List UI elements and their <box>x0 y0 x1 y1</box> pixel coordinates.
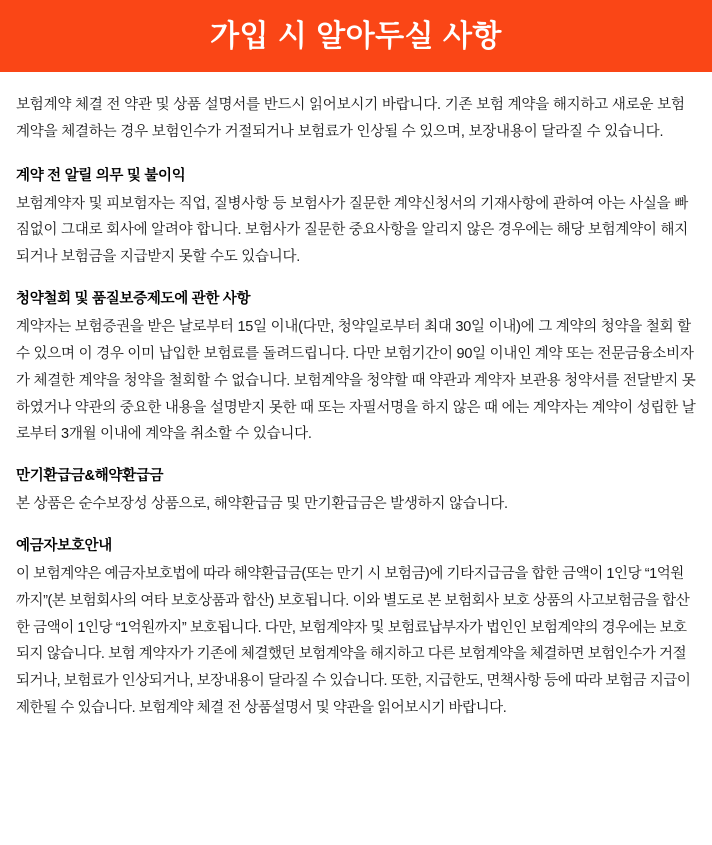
section-body: 본 상품은 순수보장성 상품으로, 해약환급금 및 만기환급금은 발생하지 않습니다. <box>16 496 508 513</box>
section-body: 계약자는 보험증권을 받은 날로부터 15일 이내(다만, 청약일로부터 최대 30일 이내)에 그 계약의 청약을 철회 할 수 있으며 이 경우 이미 납입한 보험료를 돌려드립니다. 다만 보험기간이 90일 이내인 계약 또는 전문금융소비자가 체결한 계약을 청약을 철회할 수 없습니다. 보험계약을 청약할 때 약관과 계약자 보관용 청약서를 전달받지 못하였거나 약관의 중요한 내용을 설명받지 못한 때 또는 자필서명을 하지 않은 때 에는 계약자는 계약이 성립한 날로부터 3개월 이내에 계약을 취소할 수 있습니다. <box>16 319 696 443</box>
section-heading: 계약 전 알릴 의무 및 불이익 <box>16 167 186 184</box>
section-body: 보험계약자 및 피보험자는 직업, 질병사항 등 보험사가 질문한 계약신청서의 기재사항에 관하여 아는 사실을 빠짐없이 그대로 회사에 알려야 합니다. 보험사가 질문한 중요사항을 알리지 않은 경우에는 해당 보험계약이 해지되거나 보험금을 지급받지 못할 수도 있습니다. <box>16 195 688 266</box>
section-heading: 예금자보호안내 <box>16 537 112 554</box>
document-content <box>0 72 712 722</box>
section-heading: 청약철회 및 품질보증제도에 관한 사항 <box>16 291 251 308</box>
section-pre-contract-duty <box>16 164 696 271</box>
page-header-banner <box>0 0 712 72</box>
section-depositor-protection <box>16 534 696 722</box>
page-title: 가입 시 알아두실 사항 <box>210 19 502 53</box>
section-refund <box>16 464 696 518</box>
intro-paragraph: 보험계약 체결 전 약관 및 상품 설명서를 반드시 읽어보시기 바랍니다. 기존 보험 계약을 해지하고 새로운 보험계약을 체결하는 경우 보험인수가 거절되거나 보험료가 인상될 수 있으며, 보장내용이 달라질 수 있습니다. <box>16 97 685 140</box>
section-body: 이 보험계약은 예금자보호법에 따라 해약환급금(또는 만기 시 보험금)에 기타지급금을 합한 금액이 1인당 “1억원까지”(본 보험회사의 여타 보호상품과 합산) 보호됩니다. 이와 별도로 본 보험회사 보호 상품의 사고보험금을 합산한 금액이 1인당 “1억원까지” 보호됩니다. 다만, 보험계약자 및 보험료납부자가 법인인 보험계약의 경우에는 보호되지 않습니다. 보험 계약자가 기존에 체결했던 보험계약을 해지하고 다른 보험계약을 체결하면 보험인수가 거절되거나, 보험료가 인상되거나, 보장내용이 달라질 수 있습니다. 또한, 지급한도, 면책사항 등에 따라 보험금 지급이 제한될 수 있습니다. 보험계약 체결 전 상품설명서 및 약관을 읽어보시기 바랍니다. <box>16 565 691 716</box>
section-withdrawal-quality-guarantee <box>16 287 696 448</box>
section-heading: 만기환급금&해약환급금 <box>16 468 164 485</box>
